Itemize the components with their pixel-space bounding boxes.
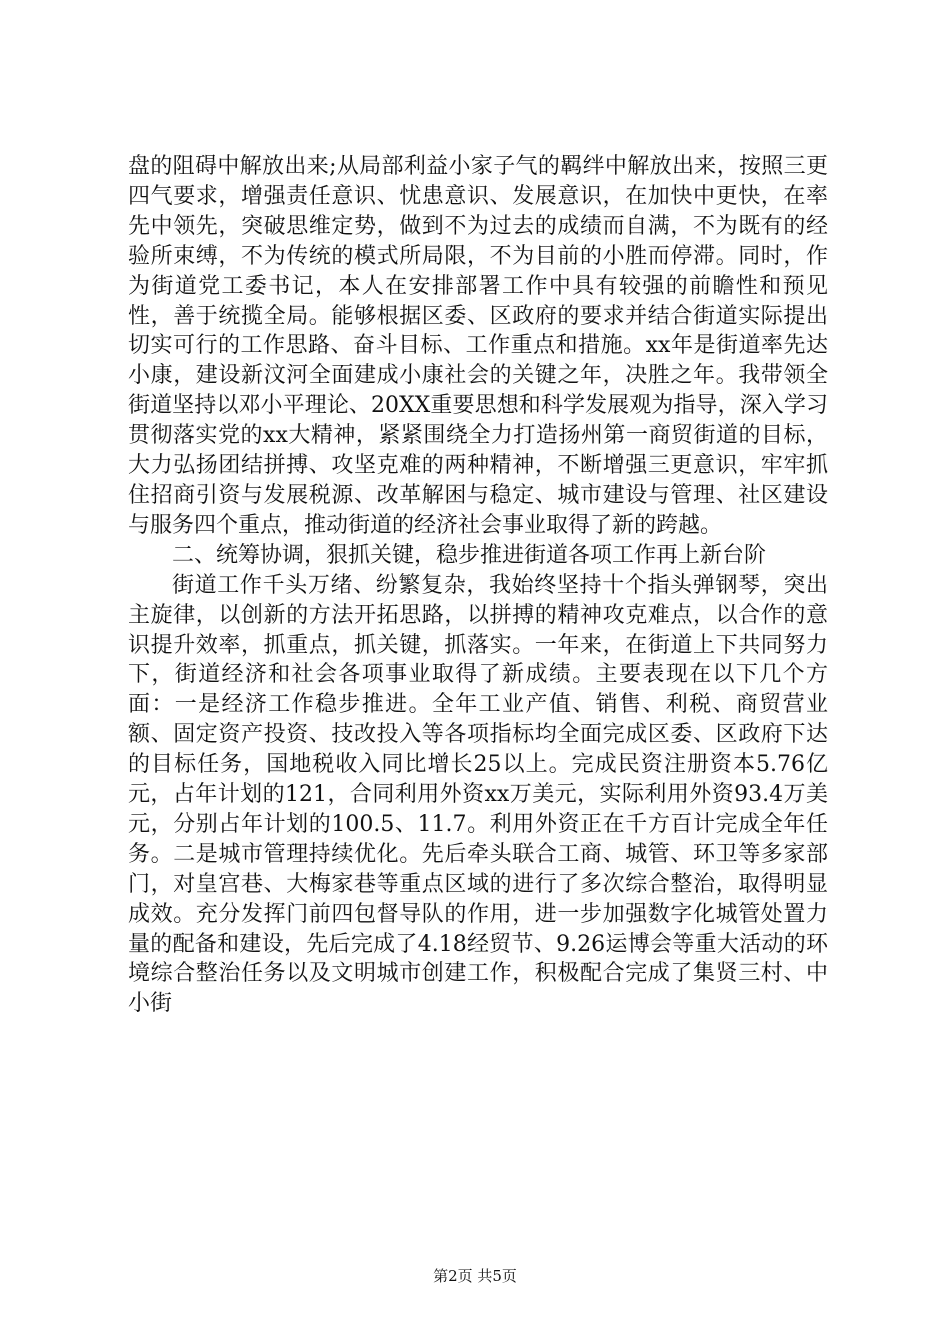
document-body	[128, 152, 828, 1019]
section-heading: 二、统筹协调，狠抓关键，稳步推进街道各项工作再上新台阶	[172, 542, 767, 568]
page-number-footer: 第2页 共5页	[433, 1267, 517, 1285]
paragraph-continued: 盘的阻碍中解放出来;从局部利益小家子气的羁绊中解放出来，按照三更四气要求，增强责任意识、忧患意识、发展意识，在加快中更快，在率先中领先，突破思维定势，做到不为过去的成绩而自满，不为既有的经验所束缚，不为传统的模式所局限，不为目前的小胜而停滞。同时，作为街道党工委书记，本人在安排部署工作中具有较强的前瞻性和预见性，善于统揽全局。能够根据区委、区政府的要求并结合街道实际提出切实可行的工作思路、奋斗目标、工作重点和措施。xx年是街道率先达小康，建设新汶河全面建成小康社会的关键之年，决胜之年。我带领全街道坚持以邓小平理论、20XX重要思想和科学发展观为指导，深入学习贯彻落实党的xx大精神，紧紧围绕全力打造扬州第一商贸街道的目标，大力弘扬团结拼搏、攻坚克难的两种精神，不断增强三更意识，牢牢抓住招商引资与发展税源、改革解困与稳定、城市建设与管理、社区建设与服务四个重点，推动街道的经济社会事业取得了新的跨越。	[128, 154, 828, 538]
paragraph-body: 街道工作千头万绪、纷繁复杂，我始终坚持十个指头弹钢琴，突出主旋律，以创新的方法开拓思路，以拼搏的精神攻克难点，以合作的意识提升效率，抓重点，抓关键，抓落实。一年来，在街道上下共同努力下，街道经济和社会各项事业取得了新成绩。主要表现在以下几个方面：一是经济工作稳步推进。全年工业产值、销售、利税、商贸营业额、固定资产投资、技改投入等各项指标均全面完成区委、区政府下达的目标任务，国地税收入同比增长25以上。完成民资注册资本5.76亿元，占年计划的121，合同利用外资xx万美元，实际利用外资93.4万美元，分别占年计划的100.5、11.7。利用外资正在千方百计完成全年任务。二是城市管理持续优化。先后牵头联合工商、城管、环卫等多家部门，对皇宫巷、大梅家巷等重点区域的进行了多次综合整治，取得明显成效。充分发挥门前四包督导队的作用，进一步加强数字化城管处置力量的配备和建设，先后完成了4.18经贸节、9.26运博会等重大活动的环境综合整治任务以及文明城市创建工作，积极配合完成了集贤三村、中小街	[128, 572, 828, 1017]
